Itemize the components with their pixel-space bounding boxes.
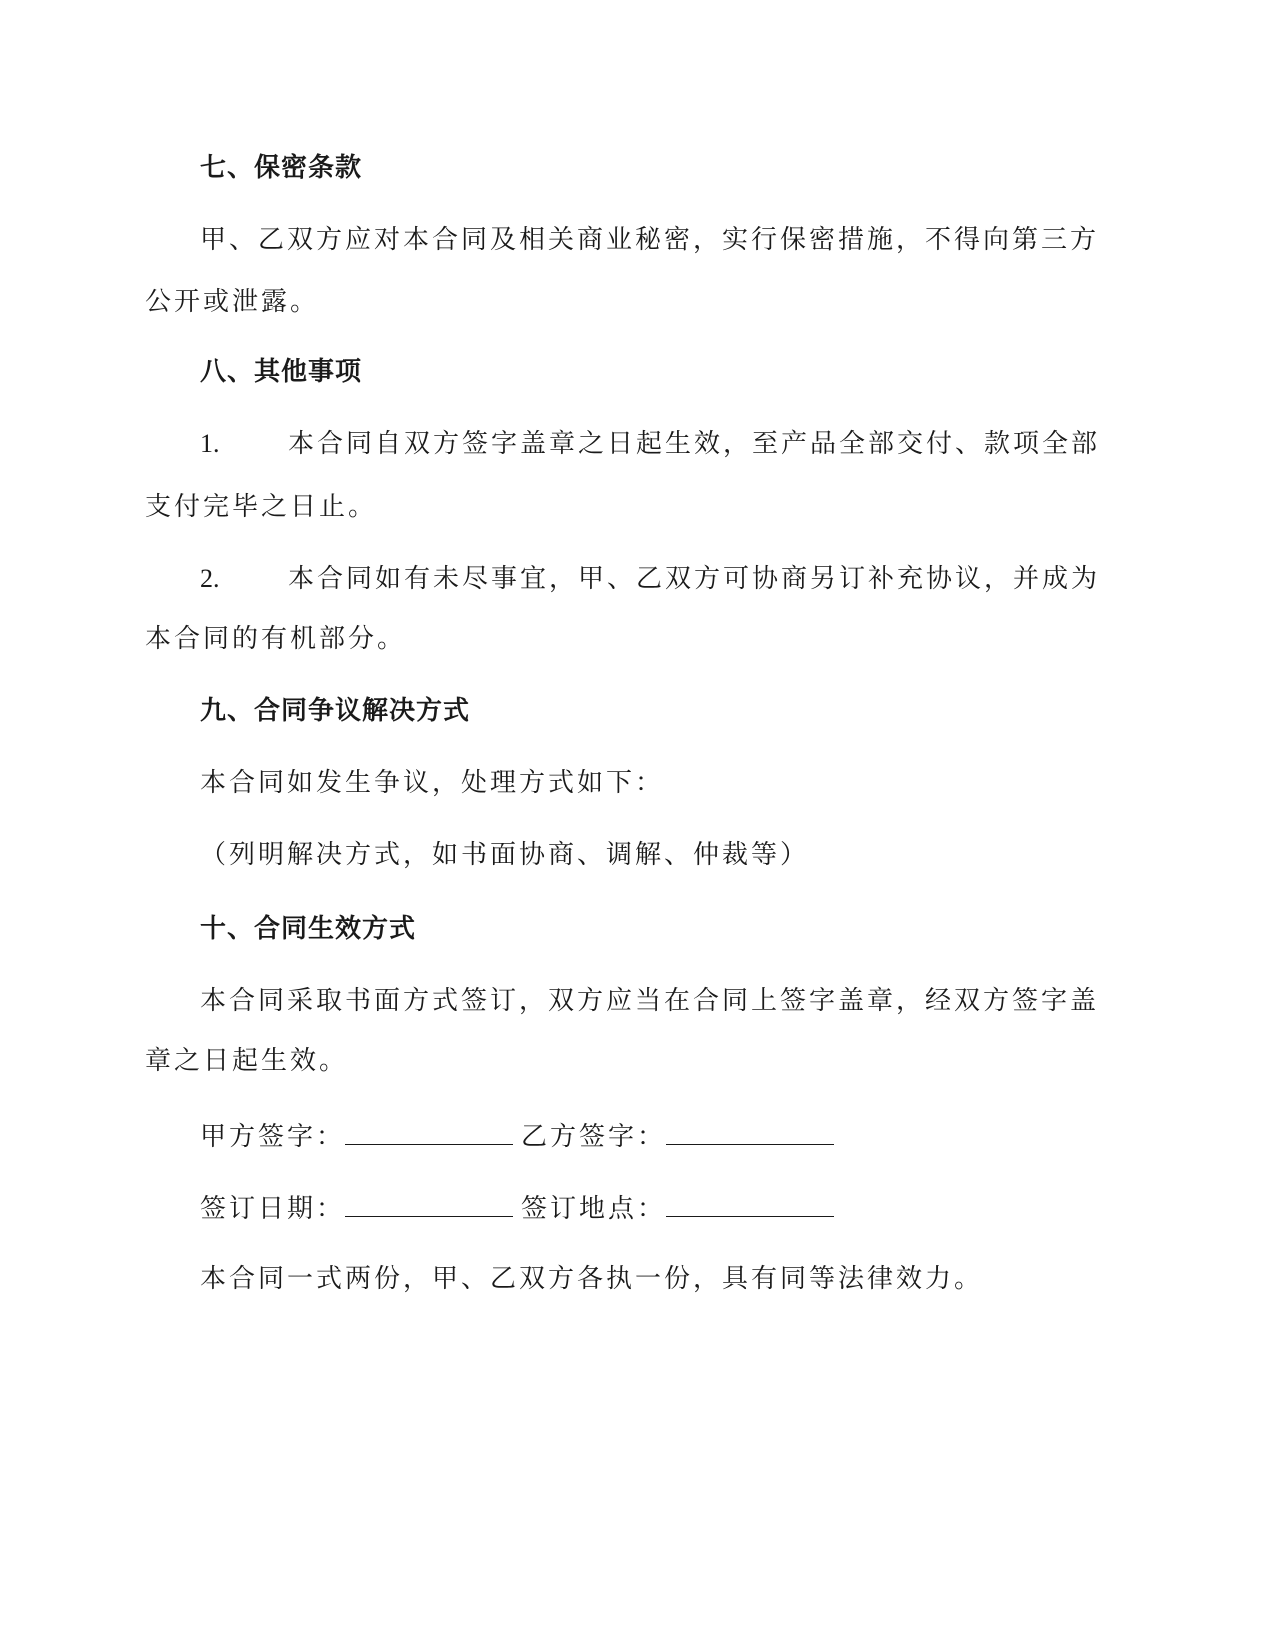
paragraph-line: 甲、乙双方应对本合同及相关商业秘密，实行保密措施，不得向第三方: [200, 225, 1100, 255]
party-b-signature-field[interactable]: [666, 1118, 834, 1145]
signature-row: [200, 1118, 842, 1154]
signing-place-field[interactable]: [666, 1190, 834, 1217]
party-b-signature-label: 乙方签字：: [521, 1122, 667, 1152]
list-item: [200, 562, 1100, 596]
list-item-text: 本合同如有未尽事宜，甲、乙双方可协商另订补充协议，并成为: [288, 564, 1101, 594]
paragraph-line: 章之日起生效。: [145, 1046, 349, 1076]
signing-date-field[interactable]: [345, 1190, 513, 1217]
section-heading-other-matters: 八、其他事项: [200, 357, 363, 387]
paragraph-line: 公开或泄露。: [145, 287, 320, 317]
section-heading-effectiveness: 十、合同生效方式: [200, 914, 417, 944]
list-item: [200, 427, 1100, 461]
party-a-signature-field[interactable]: [345, 1118, 513, 1145]
section-heading-dispute-resolution: 九、合同争议解决方式: [200, 696, 471, 726]
signing-place-label: 签订地点：: [521, 1194, 667, 1224]
instruction-note: （列明解决方式，如书面协商、调解、仲裁等）: [200, 840, 810, 870]
paragraph-line: 支付完毕之日止。: [145, 492, 378, 522]
signing-info-row: [200, 1190, 842, 1226]
list-item-number: 1.: [200, 429, 220, 458]
closing-statement: 本合同一式两份，甲、乙双方各执一份，具有同等法律效力。: [200, 1264, 984, 1294]
list-item-text: 本合同自双方签字盖章之日起生效，至产品全部交付、款项全部: [288, 429, 1101, 459]
paragraph-line: 本合同采取书面方式签订，双方应当在合同上签字盖章，经双方签字盖: [200, 986, 1100, 1016]
signing-date-label: 签订日期：: [200, 1194, 346, 1224]
paragraph-line: 本合同的有机部分。: [145, 624, 407, 654]
section-heading-confidentiality: 七、保密条款: [200, 153, 363, 183]
party-a-signature-label: 甲方签字：: [200, 1122, 346, 1152]
list-item-number: 2.: [200, 564, 220, 593]
paragraph-line: 本合同如发生争议，处理方式如下：: [200, 768, 665, 798]
